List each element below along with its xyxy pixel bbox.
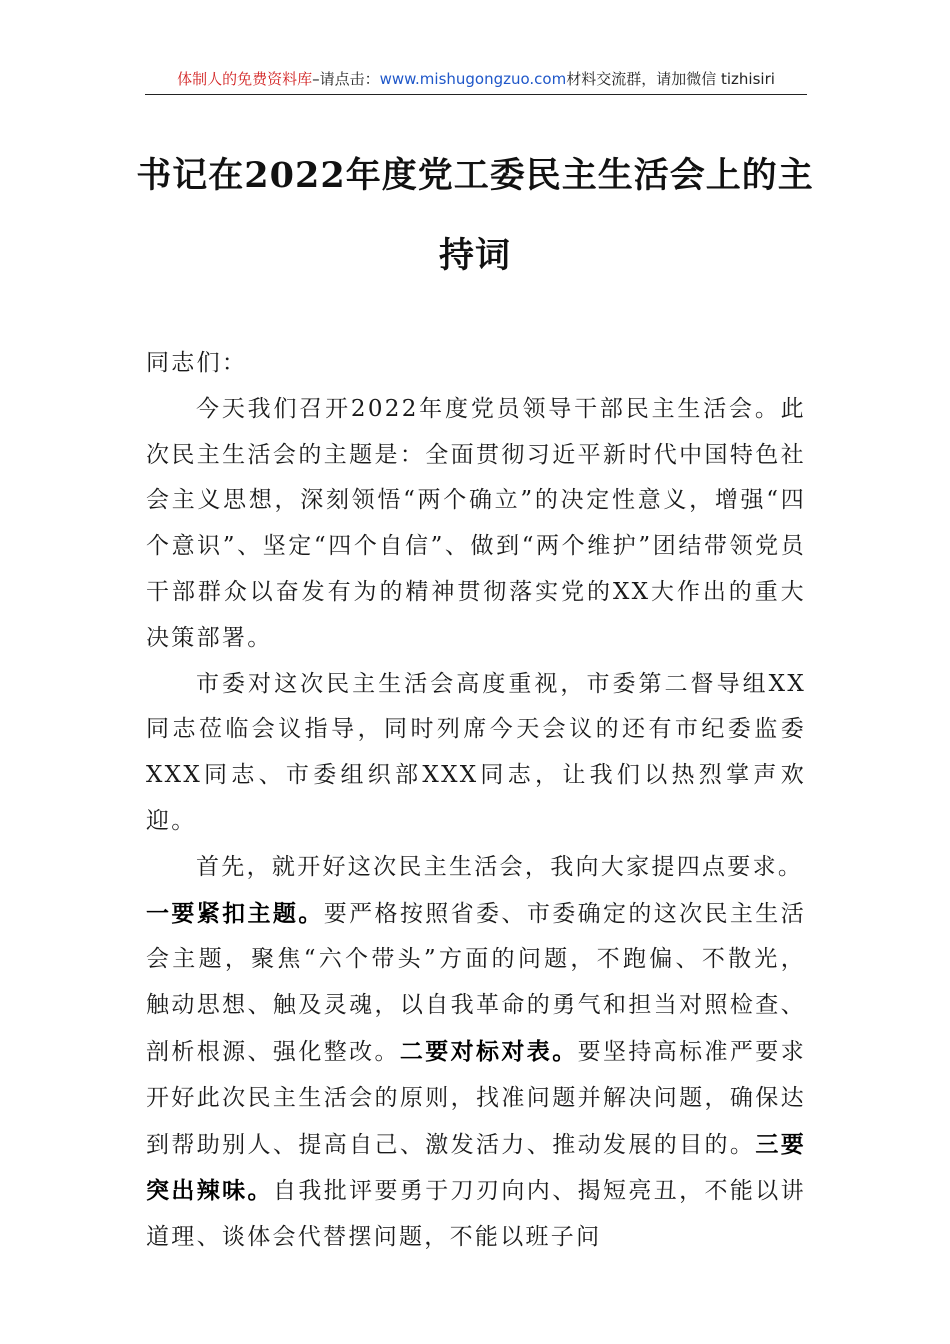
document-body [146, 341, 806, 1261]
requirement-3-title: 三要突出辣味。 [146, 1130, 807, 1205]
paragraph-1: 今天我们召开2022年度党员领导干部民主生活会。此次民主生活会的主题是：全面贯彻习近平新时代中国特色社会主义思想，深刻领悟“两个确立”的决定性意义，增强“四个意识”、坚定“四个自信”、做到“两个维护”团结带领党员干部群众以奋发有为的精神贯彻落实党的XX大作出的重大决策部署。 [146, 395, 806, 651]
paragraph-3-intro: 首先，就开好这次民主生活会，我向大家提四点要求。 [196, 853, 804, 880]
requirement-1-title: 一要紧扣主题。 [146, 899, 324, 927]
requirement-1-text: 要严格按照省委、市委确定的这次民主生活会主题，聚焦“六个带头”方面的问题，不跑偏、不散光，触动思想、触及灵魂，以自我革命的勇气和担当对照检查、剖析根源、强化整改。 [146, 900, 806, 1065]
header-site-name: 体制人的免费资料库 [177, 70, 313, 88]
header-click-prompt: –请点击： [312, 70, 380, 88]
requirement-3-text: 自我批评要勇于刀刃向内、揭短亮丑，不能以讲道理、谈体会代替摆问题，不能以班子问 [146, 1178, 806, 1251]
paragraph-2: 市委对这次民主生活会高度重视，市委第二督导组XX同志莅临会议指导，同时列席今天会议的还有市纪委监委XXX同志、市委组织部XXX同志，让我们以热烈掌声欢迎。 [146, 670, 806, 834]
requirement-2-text: 要坚持高标准严要求开好此次民主生活会的原则，找准问题并解决问题，确保达到帮助别人、提高自己、激发活力、推动发展的目的。 [146, 1038, 806, 1158]
paragraph-requirements [146, 891, 806, 1261]
header-group-info: 材料交流群，请加微信 tizhisiri [566, 70, 775, 88]
document-title-line2: 持词 [438, 235, 511, 276]
salutation: 同志们： [146, 350, 248, 376]
document-title-line1: 书记在2022年度党工委民主生活会上的主 [136, 155, 814, 196]
header-url-link[interactable]: www.mishugongzuo.com [379, 70, 567, 88]
page-header [145, 66, 807, 95]
requirement-2-title: 二要对标对表。 [399, 1037, 578, 1065]
